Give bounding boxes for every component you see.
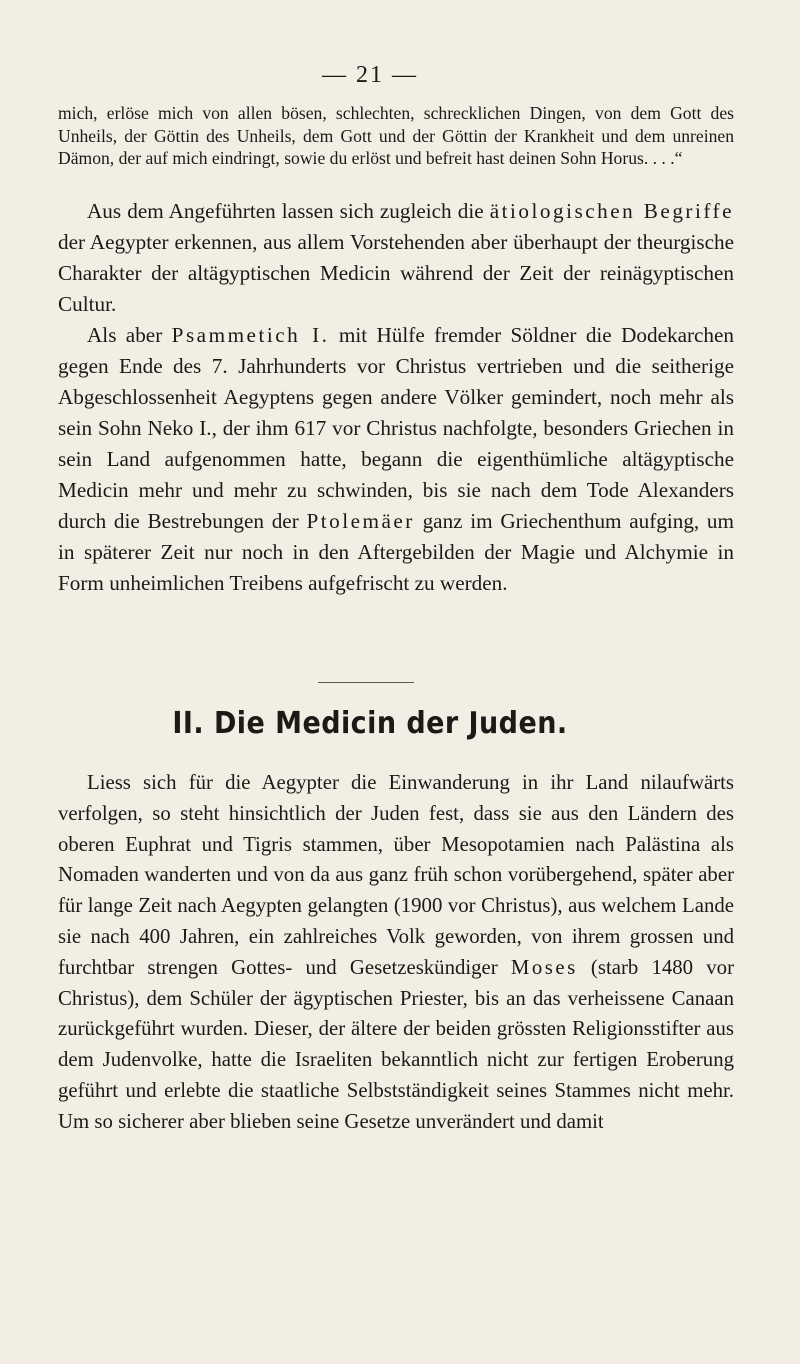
- paragraph-text: [58, 320, 734, 599]
- emphasized-name: Moses: [510, 955, 578, 979]
- paragraph-text: [58, 196, 734, 320]
- text-segment: Liess sich für die Aegypter die Einwanderung in ihr Land nilaufwärts verfolgen, so steht hinsichtlich der Juden fest, dass sie aus den Ländern des oberen Euphrat und Tigris stammen, über Mesopotamien nach Palästina als Nomaden wanderten und von da aus ganz früh schon vorübergehend, später aber für lange Zeit nach Aegypten gelangten (1900 vor Christus), aus welchem Lande sie nach 400 Jahren, ein zahlreiches Volk geworden, von ihrem grossen und furchtbar strengen Gottes- und Gesetzeskündiger: [58, 771, 734, 979]
- quote-text: mich, erlöse mich von allen bösen, schlechten, schrecklichen Dingen, von dem Gott des Unheils, der Göttin des Unheils, dem Gott und der Göttin der Krankheit und dem unreinen Dämon, der auf mich eindringt, sowie du erlöst und befreit hast deinen Sohn Horus. . . .“: [58, 103, 734, 169]
- text-segment: (starb 1480 vor Christus), dem Schüler der ägyptischen Priester, bis an das verheissene Canaan zurückgeführt wurden. Dieser, der ältere der beiden grössten Religionsstifter aus dem Judenvolke, hatte die Israeliten bekanntlich nicht zur fertigen Eroberung geführt und erlebte die staatliche Selbstständigkeit seines Stammes nicht mehr. Um so sicherer aber blieben seine Gesetze unverändert und damit: [58, 955, 734, 1133]
- paragraph-aetiological-concepts: [58, 196, 734, 320]
- paragraph-jews: [58, 768, 734, 1138]
- page-number: — 21 —: [322, 62, 418, 88]
- text-segment: ganz im Griechenthum aufging, um in späterer Zeit nur noch in den Aftergebilden der Magie und Alchymie in Form unheimlichen Treibens aufgefrischt zu werden.: [58, 509, 734, 595]
- emphasized-name: Ptolemäer: [306, 509, 415, 533]
- text-segment: Aus dem Angeführten lassen sich zugleich die: [87, 199, 490, 223]
- section-heading: II. Die Medicin der Juden.: [172, 706, 568, 741]
- text-segment: der Aegypter erkennen, aus allem Vorstehenden aber überhaupt der theurgische Charakter der altägyptischen Medicin während der Zeit der reinägyptischen Cultur.: [58, 230, 734, 316]
- text-segment: mit Hülfe fremder Söldner die Dodekarchen gegen Ende des 7. Jahrhunderts vor Christus vertrieben und die seitherige Abgeschlossenheit Aegyptens gegen andere Völker gemindert, noch mehr als sein Sohn Neko I., der ihm 617 vor Christus nachfolgte, besonders Griechen in sein Land aufgenommen hatte, begann die eigenthümliche altägyptische Medicin mehr und mehr zu schwinden, bis sie nach dem Tode Alexanders durch die Bestrebungen der: [58, 323, 735, 533]
- text-segment: Als aber: [87, 323, 172, 347]
- section-divider: [318, 682, 414, 683]
- emphasized-term: ätiologischen Begriffe: [489, 199, 734, 223]
- emphasized-name: Psammetich I.: [171, 323, 330, 347]
- quote-continuation: [58, 102, 734, 170]
- paragraph-text: [58, 768, 734, 1138]
- paragraph-psammetich: [58, 320, 734, 599]
